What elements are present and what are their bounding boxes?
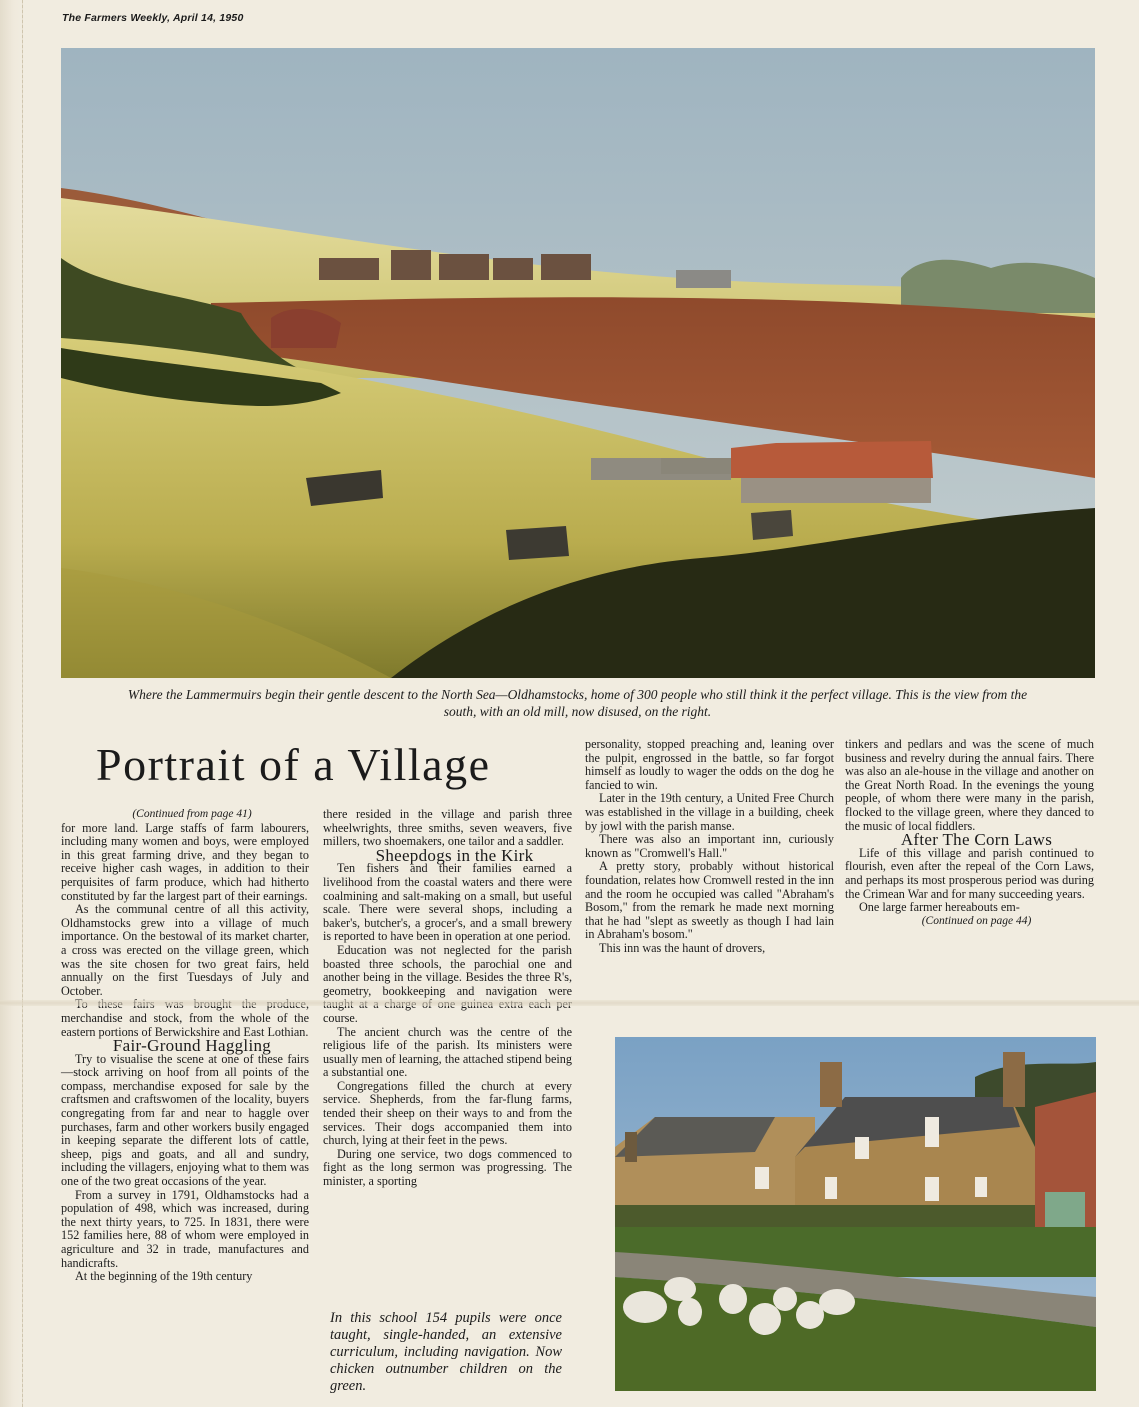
paragraph: At the beginning of the 19th century [75,1269,253,1284]
paragraph: There was also an important inn, curiously known as "Cromwell's Hall." [585,832,834,860]
paragraph: merchandise and stock, from the whole of the eastern portions of Berwickshire and East Lothian. [61,1010,309,1039]
subheading: After The Corn Laws [900,830,1053,850]
paragraph: for more land. Large staffs of farm labourers, including many women and boys, were employed in this great farming drive, and they began to receive higher cash wages, in addition to their perquisites of farm produce, which had hitherto constituted by far the largest part of their earnings. [61,820,309,903]
paragraph: tinkers and pedlars and was the scene of much business and revelry during the annual fairs. There was also an ale-house in the village and another on the Great North Road. In the evenings the young people, of whom there were many in the parish, flocked to the village green, where they danced to the music of local fiddlers. [845,737,1094,833]
subheading: Fair-Ground Haggling [112,1036,272,1056]
paragraph: From a survey in 1791, Oldhamstocks had a population of 498, which was increased, during the next thirty years, to 725. In 1831, there were 152 families here, 88 of whom were employed in agriculture and 32 in trade, manufactures and handicrafts. [61,1187,309,1270]
torn-page-edge [0,0,23,1407]
school-photo [615,1037,1096,1391]
article-column-4 [845,738,1094,928]
continued-from: (Continued from page 41) [132,808,252,820]
article-headline: Portrait of a Village [96,739,491,790]
article-column-2 [323,808,572,1189]
article-column-1 [61,808,309,1284]
paragraph: personality, stopped preaching and, leaning over the pulpit, engrossed in the battle, so far forgot himself as loudly to wager the odds on the dog he fancied to win. [585,737,834,792]
paragraph: Education was not neglected for the parish boasted three schools, the parochial one and another being in the village. Besides the three R's, geometry, bookkeeping and navigation were course. [323,942,572,1025]
paragraph: As the communal centre of all this activity, Oldhamstocks grew into a village of much importance. On the bestowal of its market charter, a cross was erected on the village green, which was the site chosen for two great fairs, held annually on the first Tuesdays of July and October. [61,902,309,998]
paragraph: A pretty story, probably without historical foundation, relates how Cromwell rested in the inn and the room he occupied was called "Abraham's Bosom," from the remark he made next morning that he had "slept as sweetly as though I had lain in Abraham's bosom." [585,859,834,942]
landscape-photo [61,48,1095,678]
paragraph: there resided in the village and parish three wheelwrights, three smiths, seven weavers, five millers, two shoemakers, one tailor and a saddler. [323,807,572,849]
paragraph: This inn was the haunt of drovers, [599,940,766,955]
subheading: Sheepdogs in the Kirk [375,845,534,865]
continued-on: (Continued on page 44) [921,914,1032,927]
paragraph: Life of this village and parish continued to flourish, even after the repeal of the Corn Laws, and perhaps its most prosperous period was during the Crimean War and for many succeeding years. [845,845,1094,901]
article-column-3 [585,738,834,956]
paragraph: Later in the 19th century, a United Free Church was established in the village in a building, cheek by jowl with the parish manse. [585,791,834,833]
paragraph: Try to visualise the scene at one of these fairs—stock arriving on hoof from all points of the compass, merchandise exposed for sale by the craftsmen and craftswomen of the locality, buyers congregating from far and near to haggle over purchases, farm and other workers busily engaged in keeping separate the different lots of cattle, sheep, pigs and goats, and all and sundry, including the villagers, enjoying what to them was one of the two great occasions of the year. [61,1051,309,1189]
paragraph: Ten fishers and their families earned a livelihood from the coastal waters and there were coalmining and salt-making on a small, but useful scale. There were several shops, including a baker's, butcher's, a grocer's, and a small brewery is reported to have been in operation at one period. [323,861,572,944]
running-head: The Farmers Weekly, April 14, 1950 [62,12,244,24]
paragraph: During one service, two dogs commenced to fight as the long sermon was progressing. The minister, a sporting [323,1146,572,1189]
paragraph: One large farmer hereabouts em- [859,900,1020,915]
paragraph: Congregations filled the church at every service. Shepherds, from the far-flung farms, tended their sheep on their ways to and from the services. Their dogs accompanied them into church, lying at their feet in the pews. [323,1078,572,1148]
paragraph: The ancient church was the centre of the religious life of the parish. Its ministers were usually men of learning, the attached stipend being a substantial one. [323,1024,572,1080]
page-fold [0,1000,1139,1006]
photo-caption: Where the Lammermuirs begin their gentle descent to the North Sea—Oldhamstocks, home of 300 people who still think it the perfect village. This is the view from the south, with an old mill, now disused, on the right. [127,687,1028,719]
photo-pullquote-caption: In this school 154 pupils were once taught, single-handed, an extensive curriculum, including navigation. Now chicken outnumber children on the green. [330,1310,562,1394]
